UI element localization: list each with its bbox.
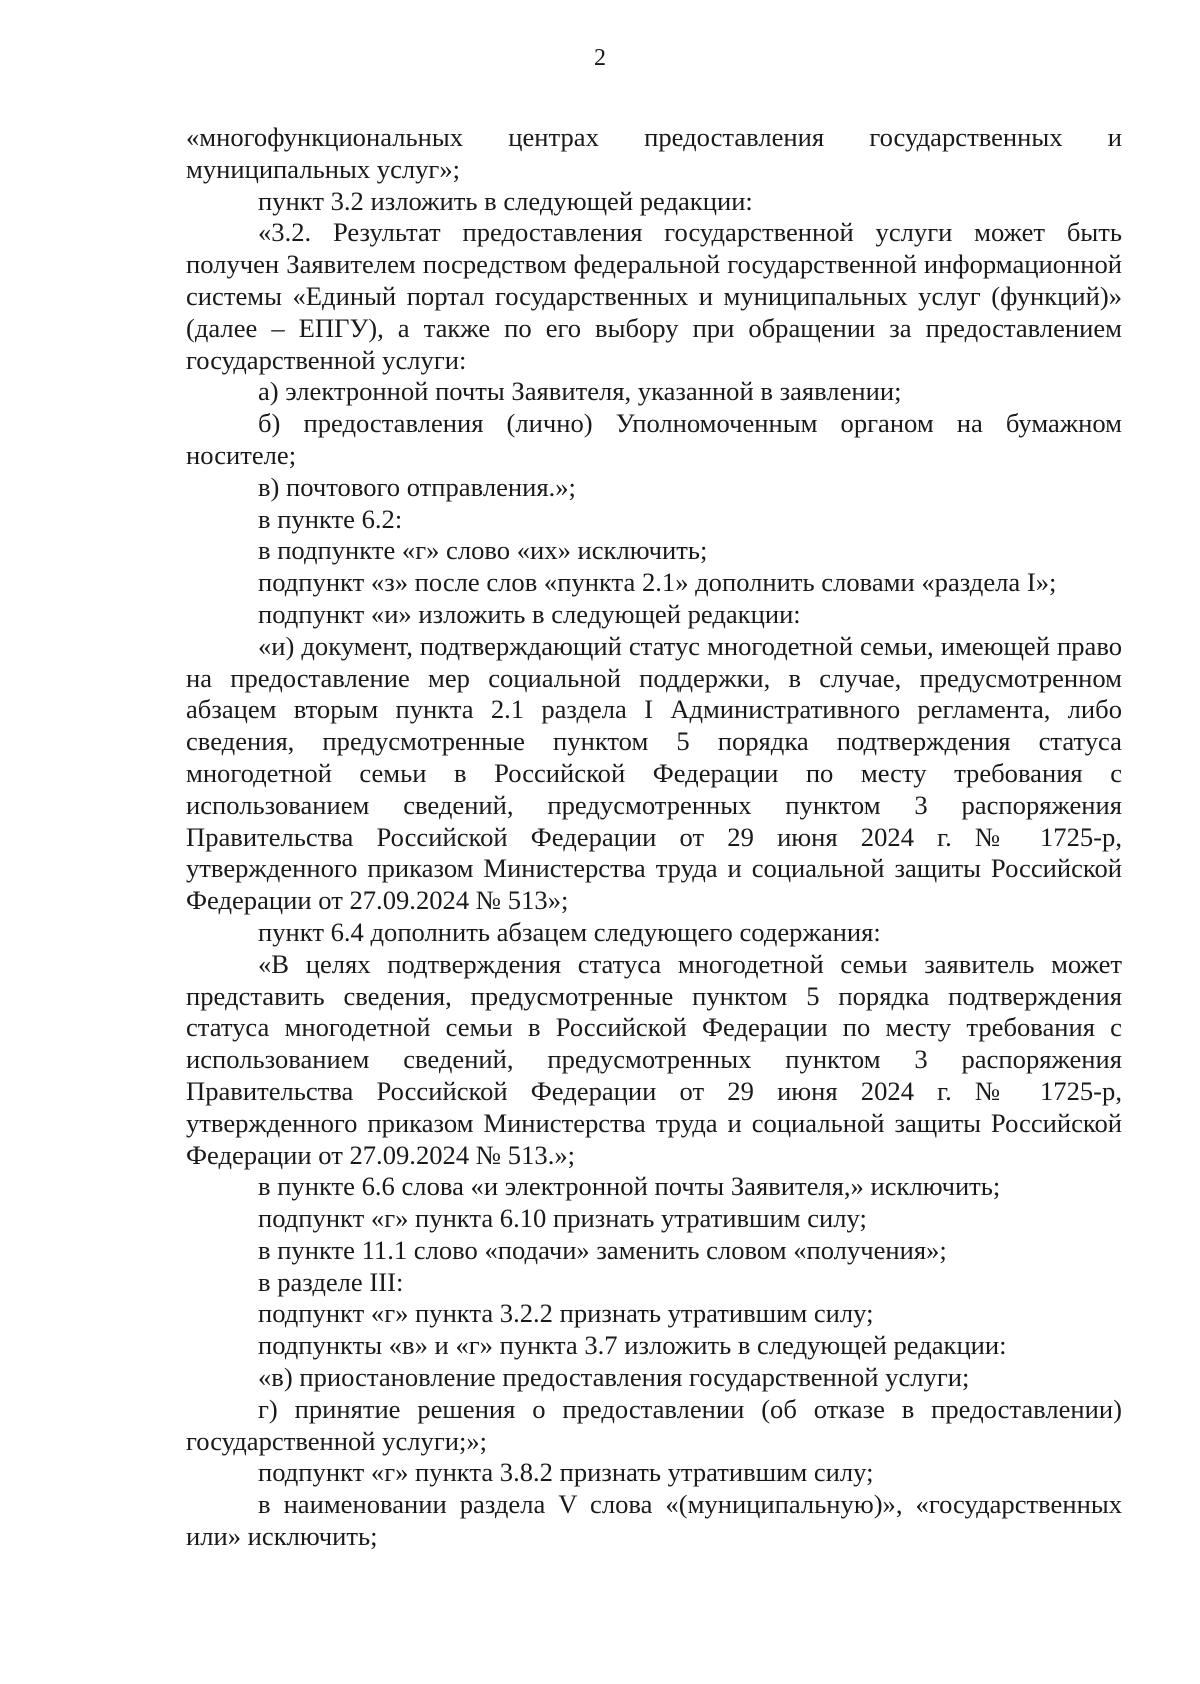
- paragraph: а) электронной почты Заявителя, указанной в заявлении;: [258, 376, 902, 407]
- paragraph: «многофункциональных центрах предоставления государственных и муниципальных услуг»;: [186, 122, 1122, 184]
- paragraph: в разделе III:: [258, 1266, 404, 1297]
- paragraph: г) принятие решения о предоставлении (об отказе в предоставлении) государственной услуги;»;: [186, 1393, 1122, 1456]
- page-number: 2: [594, 45, 606, 71]
- paragraph: в пункте 6.6 слова «и электронной почты Заявителя,» исключить;: [258, 1171, 1001, 1202]
- paragraph: подпункт «г» пункта 3.8.2 признать утратившим силу;: [258, 1457, 874, 1488]
- paragraph: в пункте 6.2:: [258, 503, 403, 534]
- paragraph: пункт 6.4 дополнить абзацем следующего содержания:: [258, 916, 881, 947]
- paragraph: «и) документ, подтверждающий статус многодетной семьи, имеющей право на предоставление мер социальной поддержки, в случае, предусмотренном абзацем вторым пункта 2.1 раздела I Административного регламента, либо сведения, предусмотренные пунктом 5 порядка подтверждения статуса многодетной семьи в Российской Федерации по месту требования с использованием сведений, предусмотренных пунктом 3 распоряжения Правительства Российской Федерации от 29 июня 2024 г. № 1725-р, утвержденного приказом Министерства труда и социальной защиты Российской Федерации от 27.09.2024 № 513»;: [186, 630, 1122, 916]
- paragraph: подпункты «в» и «г» пункта 3.7 изложить в следующей редакции:: [258, 1330, 1007, 1361]
- document-body: [186, 122, 1122, 1553]
- paragraph: подпункт «г» пункта 6.10 признать утратившим силу;: [258, 1203, 867, 1234]
- paragraph: подпункт «и» изложить в следующей редакции:: [258, 598, 801, 629]
- paragraph: б) предоставления (лично) Уполномоченным органом на бумажном носителе;: [186, 408, 1122, 470]
- paragraph: в пункте 11.1 слово «подачи» заменить словом «получения»;: [258, 1234, 947, 1265]
- paragraph: подпункт «з» после слов «пункта 2.1» дополнить словами «раздела I»;: [258, 567, 1057, 598]
- paragraph: «в) приостановление предоставления государственной услуги;: [258, 1362, 970, 1393]
- paragraph: пункт 3.2 изложить в следующей редакции:: [258, 185, 753, 216]
- paragraph: в) почтового отправления.»;: [258, 471, 576, 502]
- paragraph: в подпункте «г» слово «их» исключить;: [258, 535, 708, 566]
- paragraph: «3.2. Результат предоставления государственной услуги может быть получен Заявителем посредством федеральной государственной информационной системы «Единый портал государственных и муниципальных услуг (функций)» (далее – ЕПГУ), а также по его выбору при обращении за предоставлением государственной услуги:: [186, 217, 1122, 375]
- paragraph: «В целях подтверждения статуса многодетной семьи заявитель может представить сведения, предусмотренные пунктом 5 порядка подтверждения статуса многодетной семьи в Российской Федерации по месту требования с использованием сведений, предусмотренных пунктом 3 распоряжения Правительства Российской Федерации от 29 июня 2024 г. № 1725-р, утвержденного приказом Министерства труда и социальной защиты Российской Федерации от 27.09.2024 № 513.»;: [186, 948, 1122, 1170]
- paragraph: подпункт «г» пункта 3.2.2 признать утратившим силу;: [258, 1298, 874, 1329]
- paragraph: в наименовании раздела V слова «(муниципальную)», «государственных или» исключить;: [186, 1489, 1122, 1552]
